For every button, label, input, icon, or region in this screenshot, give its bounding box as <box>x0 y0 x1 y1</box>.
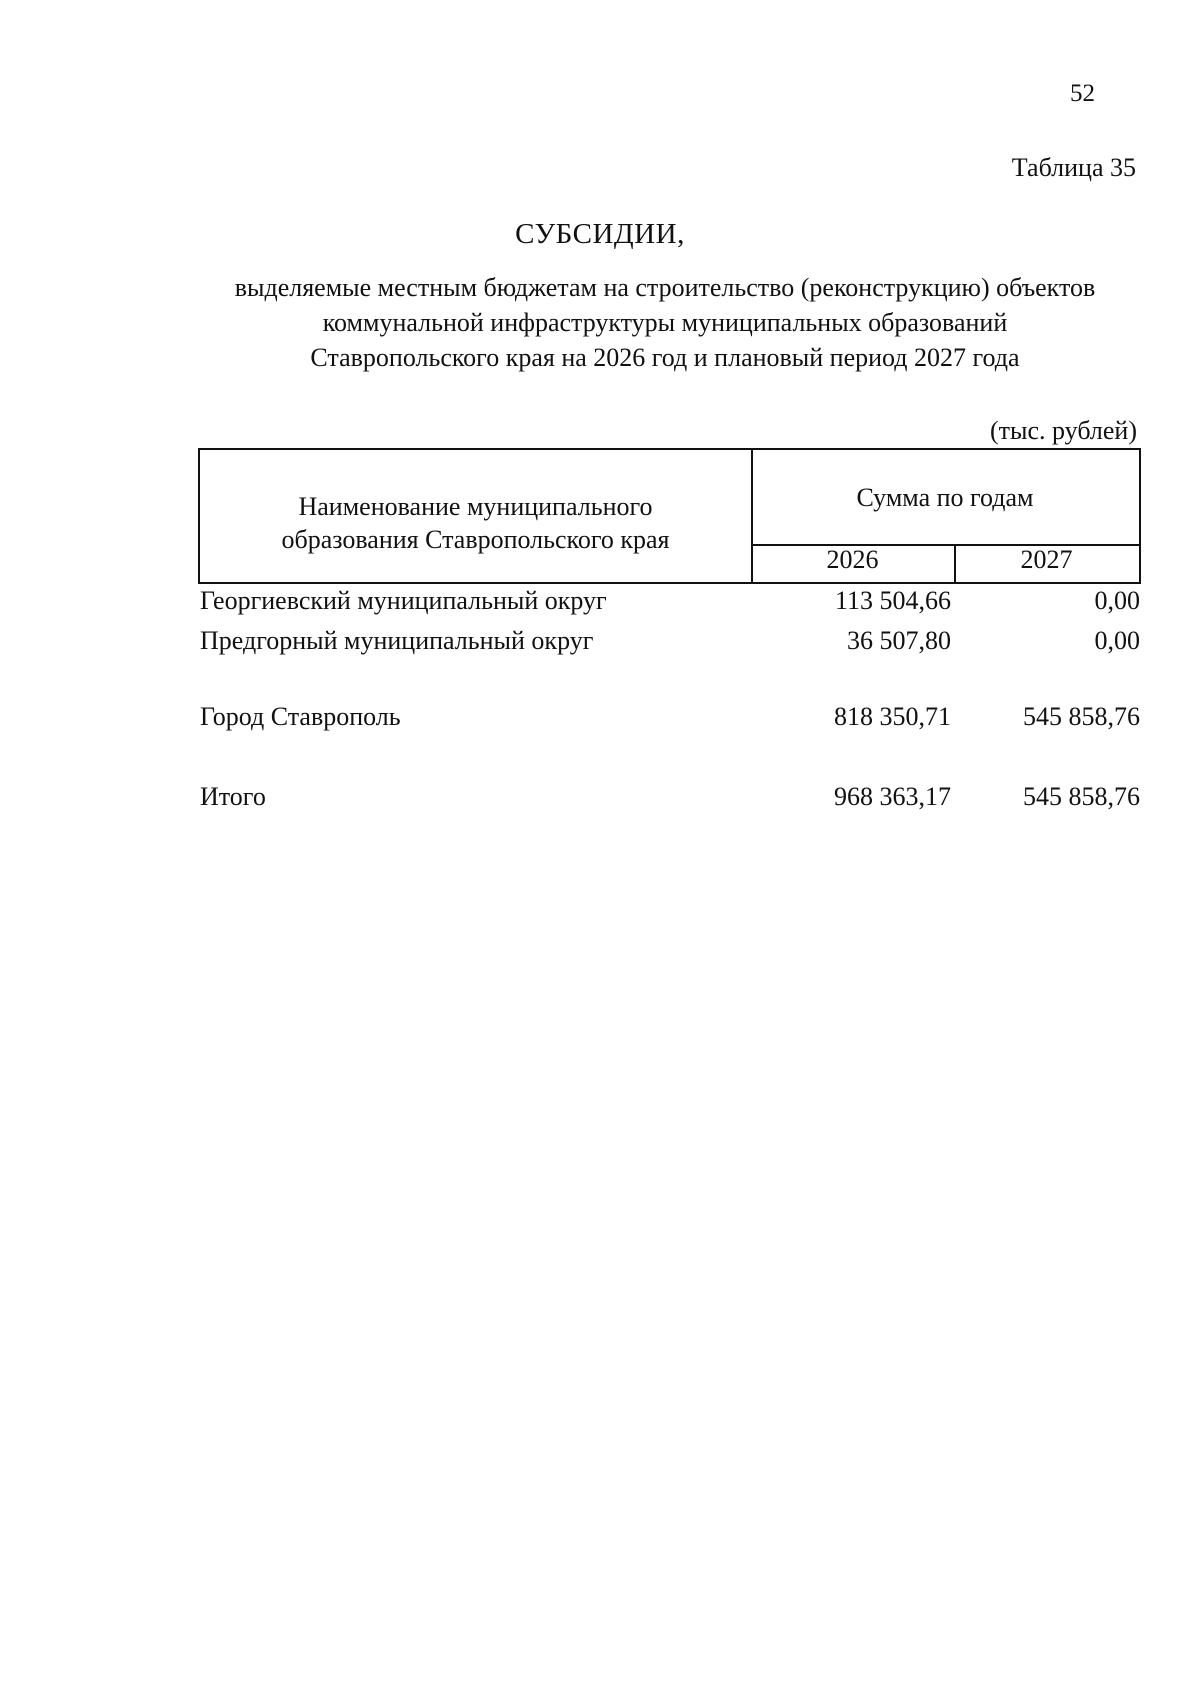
page-number: 52 <box>1070 80 1095 107</box>
table-header <box>198 448 1141 584</box>
row-name: Город Ставрополь <box>200 702 401 731</box>
table-total-row <box>200 782 1140 818</box>
subtitle-line: Ставропольского края на 2026 год и плановый период 2027 года <box>310 343 1020 372</box>
table-row <box>200 702 1140 738</box>
total-name: Итого <box>200 782 266 811</box>
row-name: Георгиевский муниципальный округ <box>200 586 607 615</box>
row-value-2026: 36 507,80 <box>847 626 951 655</box>
row-value-2027: 545 858,76 <box>1023 702 1140 731</box>
header-year-2027: 2027 <box>1020 545 1073 574</box>
header-name-cell <box>200 490 751 556</box>
header-name-line: Наименование муниципального <box>298 492 653 521</box>
table-row <box>200 626 1140 662</box>
total-value-2026: 968 363,17 <box>834 782 951 811</box>
row-value-2026: 113 504,66 <box>834 586 951 615</box>
document-subtitle <box>165 270 1165 375</box>
header-name-line: образования Ставропольского края <box>281 525 670 554</box>
units-label: (тыс. рублей) <box>989 416 1137 445</box>
header-sum-cell: Сумма по годам <box>856 483 1034 512</box>
row-value-2027: 0,00 <box>1094 586 1140 615</box>
subtitle-line: выделяемые местным бюджетам на строительство (реконструкцию) объектов <box>234 273 1096 302</box>
row-name: Предгорный муниципальный округ <box>200 626 594 655</box>
table-row <box>200 586 1140 622</box>
row-value-2026: 818 350,71 <box>834 702 951 731</box>
row-value-2027: 0,00 <box>1094 626 1140 655</box>
subtitle-line: коммунальной инфраструктуры муниципальных образований <box>322 308 1008 337</box>
document-title: СУБСИДИИ, <box>515 218 685 250</box>
total-value-2027: 545 858,76 <box>1023 782 1140 811</box>
header-year-2026: 2026 <box>826 545 879 574</box>
table-label: Таблица 35 <box>1011 153 1136 182</box>
